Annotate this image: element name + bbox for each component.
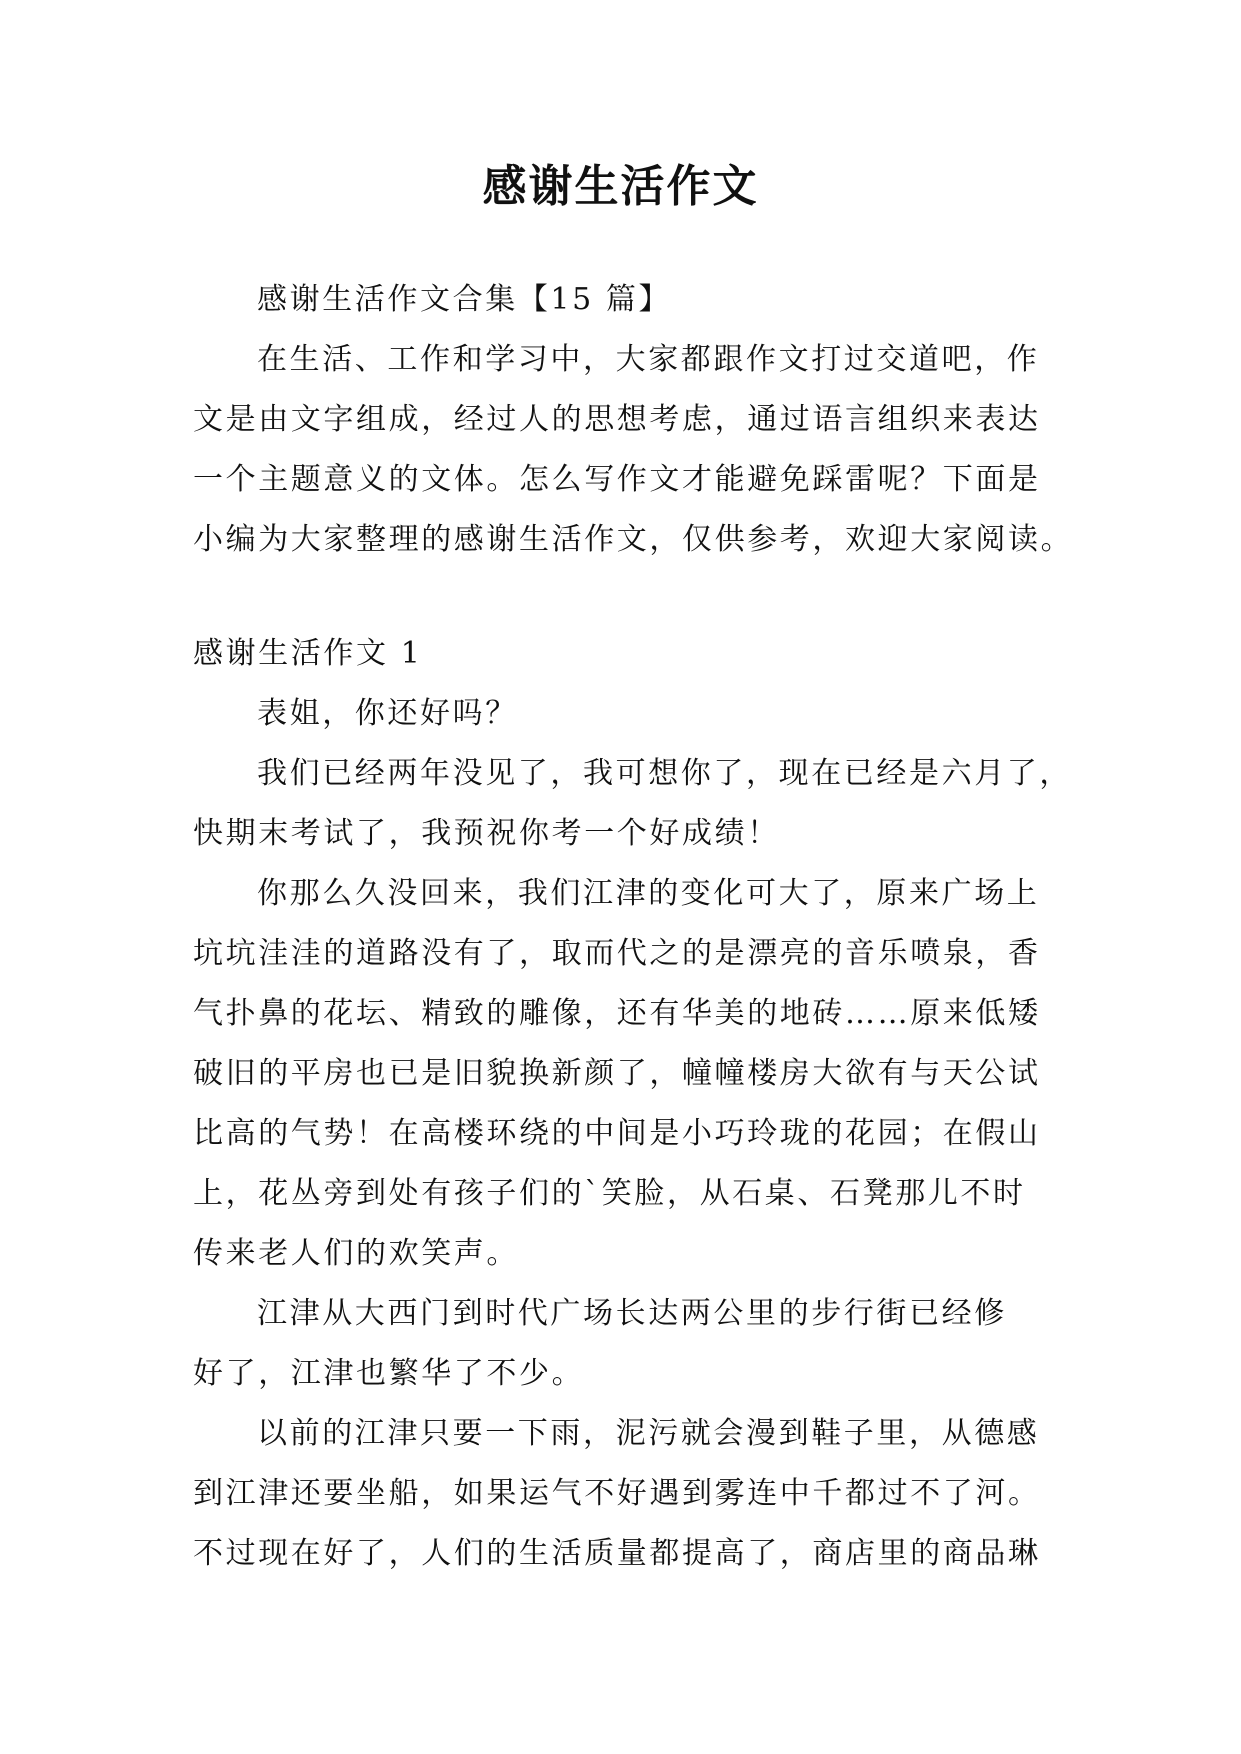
paragraph-line: 我们已经两年没见了，我可想你了，现在已经是六月了， [257,756,1072,791]
intro-line: 小编为大家整理的感谢生活作文，仅供参考，欢迎大家阅读。 [193,522,1074,557]
paragraph-line: 表姐，你还好吗？ [257,696,518,731]
paragraph-line: 上，花丛旁到处有孩子们的`笑脸，从石桌、石凳那儿不时 [193,1176,1026,1211]
document-body [193,270,1074,1584]
intro-line: 一个主题意义的文体。怎么写作文才能避免踩雷呢？下面是 [193,462,1041,497]
intro-line: 文是由文字组成，经过人的思想考虑，通过语言组织来表达 [193,402,1041,437]
paragraph-line: 坑坑洼洼的道路没有了，取而代之的是漂亮的音乐喷泉，香 [193,936,1041,971]
document-title: 感谢生活作文 [482,161,759,212]
paragraph-line: 以前的江津只要一下雨，泥污就会漫到鞋子里，从德感 [257,1416,1040,1451]
section-heading: 感谢生活作文 1 [193,636,423,671]
paragraph-line: 破旧的平房也已是旧貌换新颜了，幢幢楼房大欲有与天公试 [193,1056,1041,1091]
intro-line: 在生活、工作和学习中，大家都跟作文打过交道吧，作 [257,342,1040,377]
paragraph-line: 传来老人们的欢笑声。 [193,1236,519,1271]
collection-heading: 感谢生活作文合集【15 篇】 [257,282,672,317]
paragraph-line: 比高的气势！在高楼环绕的中间是小巧玲珑的花园；在假山 [193,1116,1041,1151]
paragraph-line: 气扑鼻的花坛、精致的雕像，还有华美的地砖……原来低矮 [193,996,1041,1031]
paragraph-line: 好了，江津也繁华了不少。 [193,1356,585,1391]
section-gap [193,570,1053,624]
paragraph-line: 快期末考试了，我预祝你考一个好成绩！ [193,816,780,851]
paragraph-line: 不过现在好了，人们的生活质量都提高了，商店里的商品琳 [193,1536,1041,1571]
paragraph-line: 到江津还要坐船，如果运气不好遇到雾连中千都过不了河。 [193,1476,1041,1511]
paragraph-line: 江津从大西门到时代广场长达两公里的步行街已经修 [257,1296,1007,1331]
paragraph-line: 你那么久没回来，我们江津的变化可大了，原来广场上 [257,876,1040,911]
